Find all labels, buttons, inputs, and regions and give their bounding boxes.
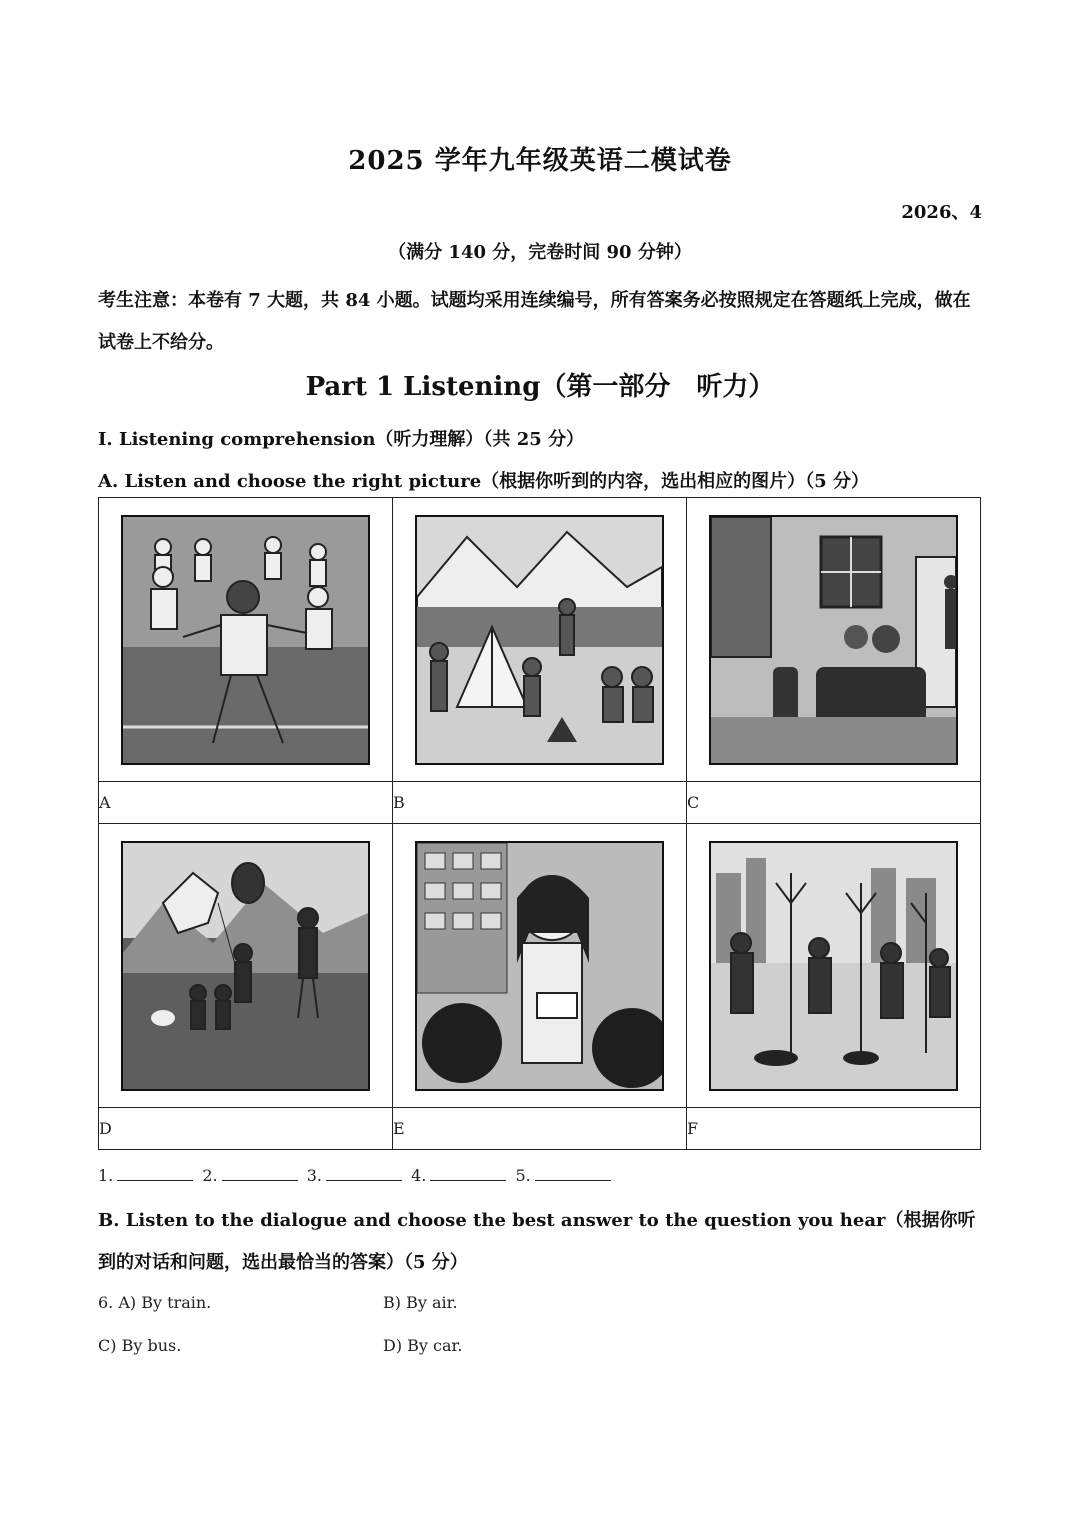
answer-blank[interactable]: [430, 1166, 506, 1181]
answer-number: 1.: [98, 1166, 114, 1185]
answer-blank[interactable]: [222, 1166, 298, 1181]
answer-number: 4.: [411, 1166, 427, 1185]
exam-title: 2025 学年九年级英语二模试卷: [348, 146, 732, 176]
picture-label-a: A: [99, 782, 393, 824]
picture-label-e: E: [393, 1108, 687, 1150]
section-heading-b: B. Listen to the dialogue and choose the best answer to the question you hear（根据你听到的对话和问题，选出最恰当的答案）（5 分）: [98, 1210, 976, 1273]
q6-option-a: 6. A) By train.: [98, 1293, 212, 1312]
answer-blank[interactable]: [535, 1166, 611, 1181]
picture-label-d: D: [99, 1108, 393, 1150]
part-title: Part 1 Listening（第一部分 听力）: [305, 372, 775, 402]
section-heading-a: A. Listen and choose the right picture（根据你听到的内容，选出相应的图片）（5 分）: [98, 471, 869, 492]
picture-cell-f: [687, 824, 981, 1108]
camping-mountains-illustration: [415, 515, 664, 765]
picture-label-b: B: [393, 782, 687, 824]
picture-cell-c: [687, 498, 981, 782]
exam-notice: 考生注意：本卷有 7 大题，共 84 小题。试题均采用连续编号，所有答案务必按照规定在答题纸上完成，做在试卷上不给分。: [98, 290, 971, 353]
tai-chi-group-illustration: [121, 515, 370, 765]
answer-number: 5.: [515, 1166, 531, 1185]
students-reading-illustration: [415, 841, 664, 1091]
picture-grid: [98, 497, 981, 1150]
score-line: （满分 140 分，完卷时间 90 分钟）: [388, 242, 692, 263]
picture-cell-b: [393, 498, 687, 782]
picture-cell-e: [393, 824, 687, 1108]
answer-number: 3.: [306, 1166, 322, 1185]
section-heading-comprehension: I. Listening comprehension（听力理解）（共 25 分）: [98, 429, 585, 450]
picture-label-c: C: [687, 782, 981, 824]
answer-number: 2.: [202, 1166, 218, 1185]
answer-blank[interactable]: [117, 1166, 193, 1181]
q6-option-b: B) By air.: [383, 1293, 458, 1312]
living-room-family-illustration: [709, 515, 958, 765]
exam-date: 2026、4: [901, 202, 982, 223]
answer-blanks: [98, 1166, 615, 1185]
answer-blank[interactable]: [326, 1166, 402, 1181]
kite-flying-illustration: [121, 841, 370, 1091]
picture-cell-a: [99, 498, 393, 782]
q6-option-d: D) By car.: [383, 1336, 463, 1355]
picture-cell-d: [99, 824, 393, 1108]
tree-planting-illustration: [709, 841, 958, 1091]
q6-option-c: C) By bus.: [98, 1336, 182, 1355]
picture-label-f: F: [687, 1108, 981, 1150]
